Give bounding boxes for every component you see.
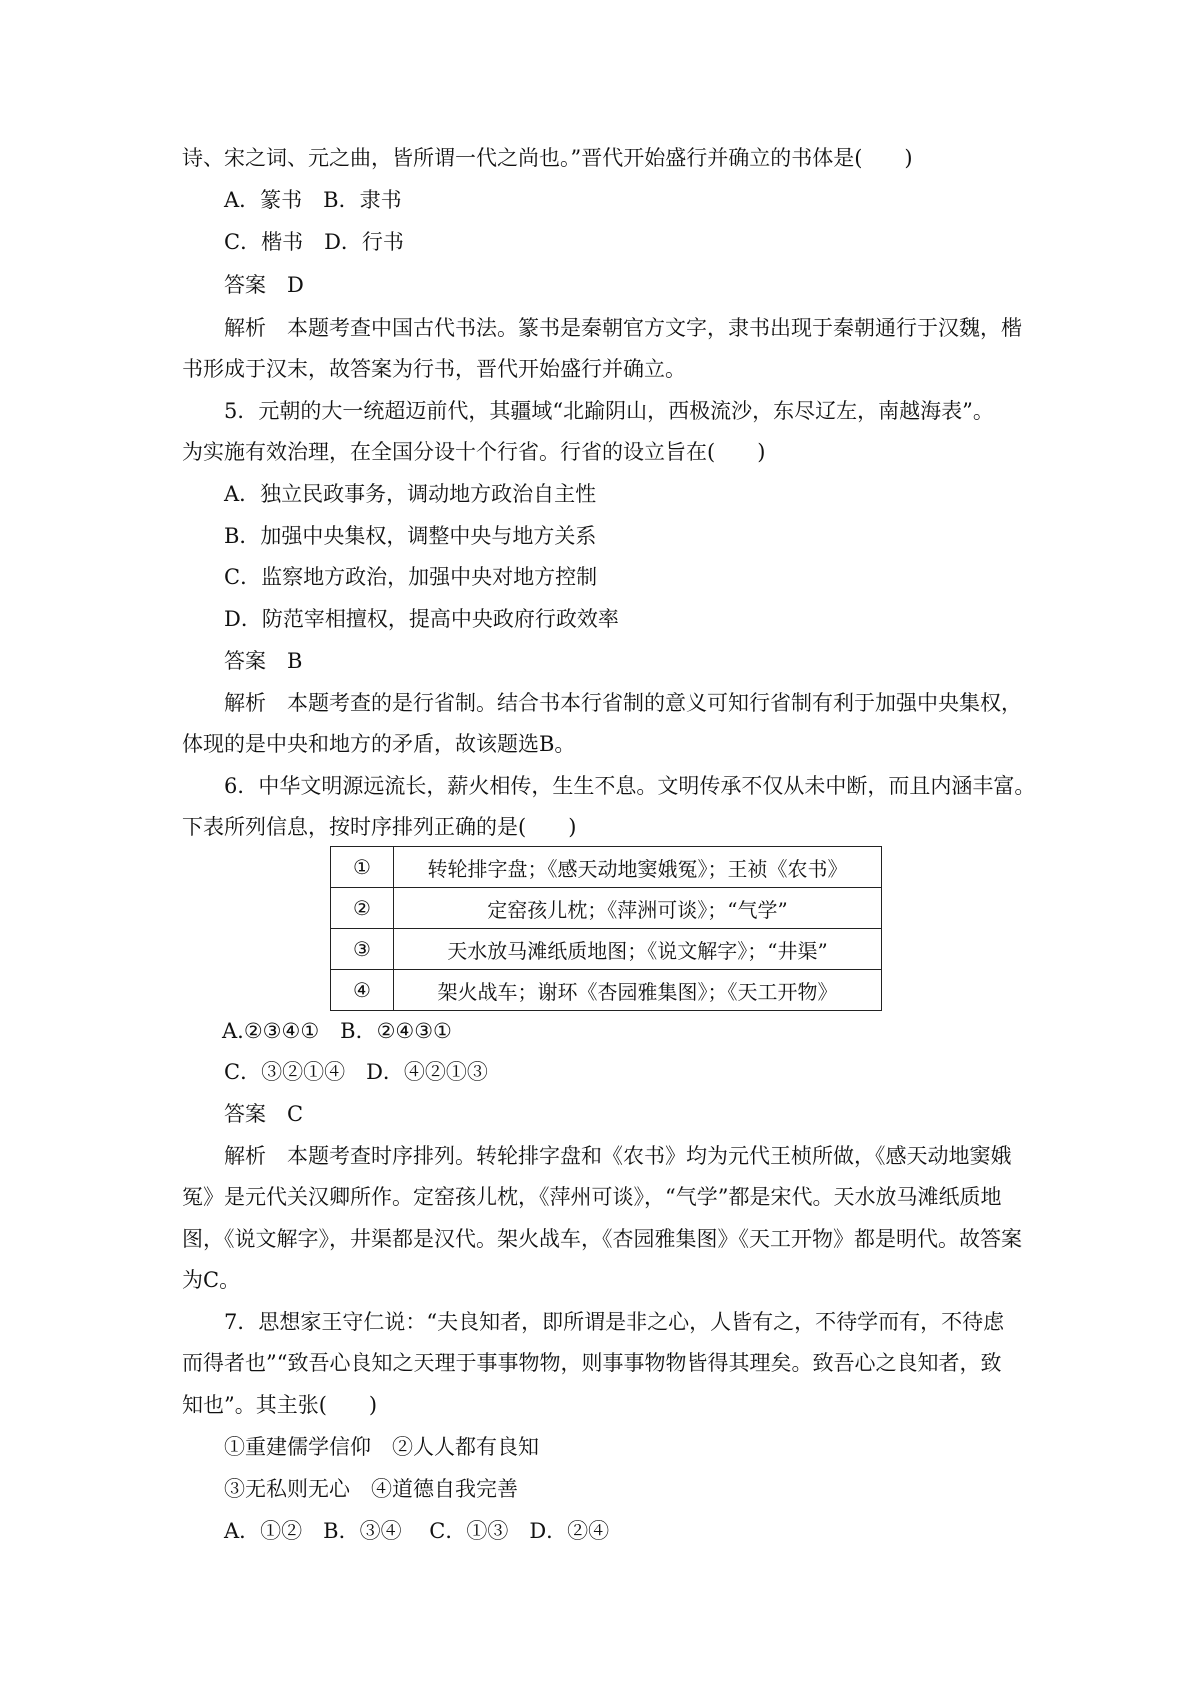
table-row (331, 847, 882, 888)
q6-analysis-line-2: 冤》是元代关汉卿所作。定窑孩儿枕，《萍州可谈》，“气学”都是宋代。天水放马滩纸质地 (182, 1185, 1002, 1209)
table-row-content: 转轮排字盘；《感天动地窦娥冤》；王祯《农书》 (394, 847, 882, 888)
q6-stem-line-1: 6．中华文明源远流长，薪火相传，生生不息。文明传承不仅从未中断，而且内涵丰富。 (224, 774, 1036, 798)
q4-stem-tail: 诗、宋之词、元之曲，皆所谓一代之尚也。”晋代开始盛行并确立的书体是( ) (182, 146, 913, 170)
q5-analysis-line-2: 体现的是中央和地方的矛盾，故该题选B。 (182, 732, 576, 756)
q7-items-3-4: ③无私则无心 ④道德自我完善 (224, 1477, 518, 1501)
q7-stem-line-2: 而得者也”“致吾心良知之天理于事事物物，则事事物物皆得其理矣。致吾心之良知者，致 (182, 1351, 1002, 1375)
q6-options-cd: C．③②①④ D．④②①③ (224, 1060, 488, 1084)
q5-analysis-line-1: 解析 本题考查的是行省制。结合书本行省制的意义可知行省制有利于加强中央集权， (224, 691, 1022, 715)
q7-options: A．①② B．③④ C．①③ D．②④ (224, 1519, 610, 1543)
q5-answer: 答案 B (224, 649, 303, 673)
q5-option-b: B．加强中央集权，调整中央与地方关系 (224, 524, 597, 548)
table-row-content: 架火战车；谢环《杏园雅集图》；《天工开物》 (394, 970, 882, 1011)
q6-options-ab: A.②③④① B．②④③① (222, 1019, 452, 1043)
q6-analysis-line-1: 解析 本题考查时序排列。转轮排字盘和《农书》均为元代王桢所做，《感天动地窦娥 (224, 1144, 1012, 1168)
table-row-number: ④ (331, 970, 394, 1011)
q5-stem-line-2: 为实施有效治理，在全国分设十个行省。行省的设立旨在( ) (182, 440, 766, 464)
q6-stem-line-2: 下表所列信息，按时序排列正确的是( ) (182, 815, 577, 839)
q6-analysis-line-3: 图，《说文解字》，井渠都是汉代。架火战车，《杏园雅集图》《天工开物》都是明代。故答案 (182, 1227, 1022, 1251)
q7-stem-line-1: 7．思想家王守仁说：“夫良知者，即所谓是非之心，人皆有之，不待学而有，不待虑 (224, 1310, 1005, 1334)
q4-analysis-line-1: 解析 本题考查中国古代书法。篆书是秦朝官方文字，隶书出现于秦朝通行于汉魏，楷 (224, 316, 1022, 340)
q6-sequence-table (330, 846, 882, 1011)
q4-analysis-line-2: 书形成于汉末，故答案为行书，晋代开始盛行并确立。 (182, 357, 686, 381)
table-row-content: 定窑孩儿枕；《萍洲可谈》；“气学” (394, 888, 882, 929)
q4-options-cd: C．楷书 D．行书 (224, 230, 404, 254)
table-row-number: ③ (331, 929, 394, 970)
q4-options-ab: A．篆书 B．隶书 (224, 188, 402, 212)
table-row (331, 970, 882, 1011)
table-row (331, 929, 882, 970)
q6-answer: 答案 C (224, 1102, 304, 1126)
table-row (331, 888, 882, 929)
q5-stem-line-1: 5．元朝的大一统超迈前代，其疆域“北踰阴山，西极流沙，东尽辽左，南越海表”。 (224, 399, 994, 423)
q6-analysis-line-4: 为C。 (182, 1268, 241, 1292)
q7-stem-line-3: 知也”。其主张( ) (182, 1393, 378, 1417)
table-row-number: ② (331, 888, 394, 929)
q7-items-1-2: ①重建儒学信仰 ②人人都有良知 (224, 1435, 539, 1459)
q5-option-c: C．监察地方政治，加强中央对地方控制 (224, 565, 598, 589)
q5-option-a: A．独立民政事务，调动地方政治自主性 (224, 482, 597, 506)
table-row-content: 天水放马滩纸质地图；《说文解字》；“井渠” (394, 929, 882, 970)
q5-option-d: D．防范宰相擅权，提高中央政府行政效率 (224, 607, 619, 631)
q4-answer: 答案 D (224, 273, 304, 297)
table-row-number: ① (331, 847, 394, 888)
